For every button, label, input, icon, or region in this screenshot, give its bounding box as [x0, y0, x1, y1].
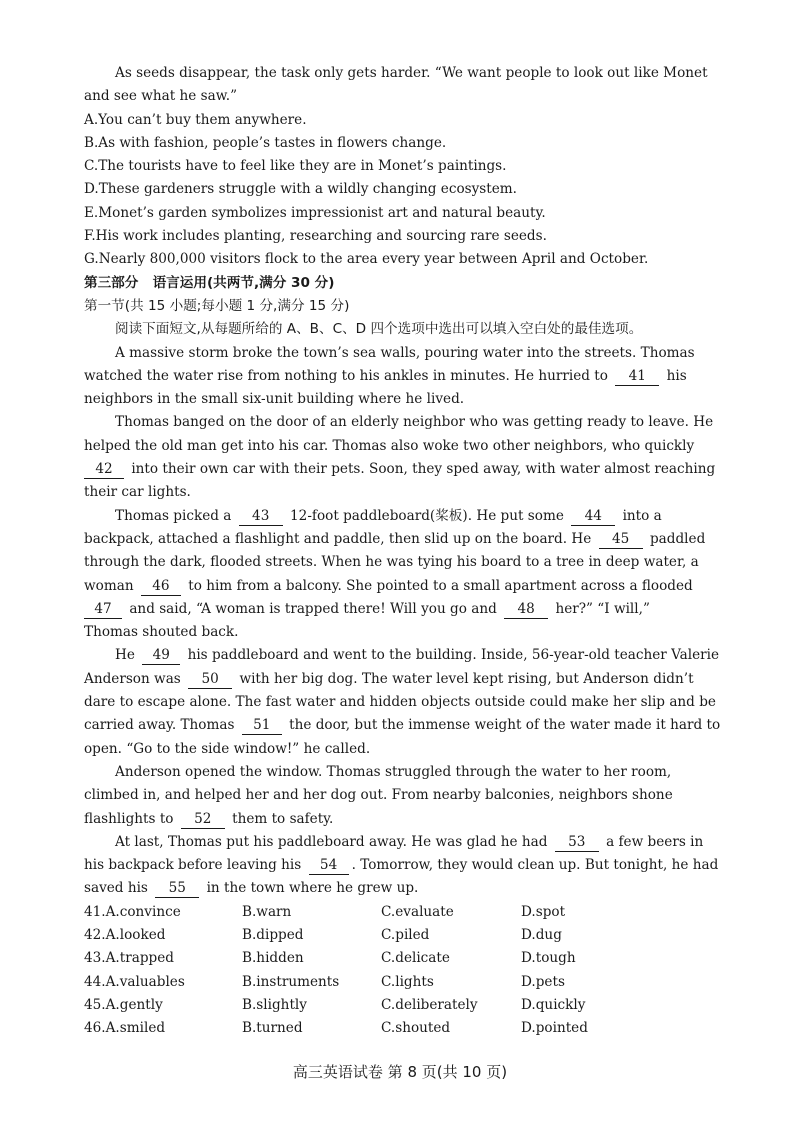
text: his	[666, 367, 687, 384]
option-a: A.You can’t buy them anywhere.	[84, 111, 307, 128]
choice-a: 46.A.smiled	[84, 1020, 166, 1037]
choice-c: C.lights	[381, 973, 434, 990]
blank-54: 54	[309, 857, 349, 875]
passage-line: Thomas shouted back.	[84, 624, 239, 641]
passage-line: open. “Go to the side window!” he called.	[84, 740, 371, 757]
choice-row-46	[84, 1017, 676, 1040]
passage-line: climbed in, and helped her and her dog out. From nearby balconies, neighbors shone	[84, 787, 673, 804]
passage-line	[84, 877, 676, 900]
choice-d: D.spot	[521, 903, 566, 920]
text: backpack, attached a flashlight and paddle, then slid up on the board. He	[84, 530, 592, 547]
text: to him from a balcony. She pointed to a small apartment across a flooded	[188, 577, 693, 594]
blank-53: 53	[555, 834, 599, 852]
choice-row-44	[84, 971, 676, 994]
blank-52: 52	[181, 811, 225, 829]
option-e: E.Monet’s garden symbolizes impressionist art and natural beauty.	[84, 204, 546, 221]
passage-line	[84, 714, 721, 737]
blank-43: 43	[239, 508, 283, 526]
passage-line	[84, 668, 694, 691]
blank-45: 45	[599, 531, 643, 549]
blank-49: 49	[142, 647, 180, 665]
page-footer: 高三英语试卷 第 8 页(共 10 页)	[292, 1063, 508, 1081]
passage-line: Thomas banged on the door of an elderly neighbor who was getting ready to leave. He	[115, 414, 714, 431]
choice-c: C.deliberately	[381, 996, 478, 1013]
text: 12-foot paddleboard(桨板). He put some	[290, 507, 564, 524]
choice-a: 41.A.convince	[84, 903, 181, 920]
section-part: 第三部分	[84, 274, 139, 291]
instructions: 阅读下面短文,从每题所给的 A、B、C、D 四个选项中选出可以填入空白处的最佳选项。	[115, 321, 643, 338]
blank-55: 55	[155, 880, 199, 898]
passage-line	[84, 644, 720, 667]
choice-d: D.tough	[521, 950, 576, 967]
blank-42: 42	[84, 461, 124, 479]
passage-line: A massive storm broke the town’s sea walls, pouring water into the streets. Thomas	[115, 344, 695, 361]
passage-line	[84, 598, 676, 621]
passage-line: through the dark, flooded streets. When he was tying his board to a tree in deep water, a	[84, 554, 699, 571]
passage-line	[84, 575, 693, 598]
blank-47: 47	[84, 601, 122, 619]
text: them to safety.	[232, 810, 334, 827]
option-g: G.Nearly 800,000 visitors flock to the area every year between April and October.	[84, 251, 649, 268]
passage-line	[84, 505, 676, 528]
choice-d: D.pointed	[521, 1020, 588, 1037]
choice-b: B.slightly	[242, 996, 307, 1013]
choice-c: C.shouted	[381, 1020, 451, 1037]
option-b: B.As with fashion, people’s tastes in flowers change.	[84, 134, 447, 151]
subsection-heading: 第一节(共 15 小题;每小题 1 分,满分 15 分)	[84, 297, 350, 314]
choice-c: C.delicate	[381, 950, 450, 967]
blank-46: 46	[141, 578, 181, 596]
text: his backpack before leaving his	[84, 857, 302, 874]
choice-a: 45.A.gently	[84, 996, 163, 1013]
choice-b: B.instruments	[242, 973, 340, 990]
passage-line: helped the old man get into his car. Thomas also woke two other neighbors, who quickly	[84, 437, 695, 454]
exam-page	[84, 62, 721, 1040]
passage-line	[84, 365, 687, 388]
text: Anderson was	[84, 670, 181, 687]
choice-c: C.evaluate	[381, 903, 454, 920]
text: flashlights to	[84, 810, 174, 827]
passage-line: their car lights.	[84, 484, 191, 501]
option-c: C.The tourists have to feel like they are in Monet’s paintings.	[84, 158, 507, 175]
section-heading	[84, 272, 676, 295]
section-title: 语言运用(共两节,满分 30 分)	[152, 274, 335, 291]
text: and said, “A woman is trapped there! Will you go and	[129, 600, 497, 617]
passage-line	[84, 854, 719, 877]
text: into a	[622, 507, 662, 524]
text: the door, but the immense weight of the water made it hard to	[289, 717, 721, 734]
blank-44: 44	[571, 508, 615, 526]
choice-d: D.pets	[521, 973, 565, 990]
choice-a: 42.A.looked	[84, 926, 166, 943]
text: saved his	[84, 880, 148, 897]
passage-line: neighbors in the small six-unit building where he lived.	[84, 391, 465, 408]
text: woman	[84, 577, 134, 594]
passage-line	[84, 831, 704, 854]
blank-48: 48	[504, 601, 548, 619]
passage-line	[84, 808, 676, 831]
text: carried away. Thomas	[84, 717, 235, 734]
intro-line: As seeds disappear, the task only gets harder. “We want people to look out like Monet	[115, 65, 708, 81]
choice-b: B.hidden	[242, 950, 304, 967]
choice-b: B.dipped	[242, 926, 304, 943]
choice-b: B.turned	[242, 1020, 303, 1037]
choice-c: C.piled	[381, 926, 430, 943]
choice-d: D.dug	[521, 926, 562, 943]
choice-row-45	[84, 994, 676, 1017]
passage-line	[84, 458, 716, 481]
intro-line: and see what he saw.”	[84, 88, 238, 105]
choice-row-43	[84, 947, 676, 970]
text: her?” “I will,”	[555, 600, 650, 617]
text: At last, Thomas put his paddleboard away. He was glad he had	[115, 833, 548, 850]
blank-50: 50	[188, 671, 232, 689]
text: into their own car with their pets. Soon, they sped away, with water almost reaching	[131, 461, 716, 478]
text: a few beers in	[606, 833, 704, 850]
text: He	[115, 647, 135, 664]
choice-row-42	[84, 924, 676, 947]
passage-line: dare to escape alone. The fast water and hidden objects outside could make her slip and be	[84, 694, 716, 711]
choice-a: 44.A.valuables	[84, 973, 185, 990]
choice-d: D.quickly	[521, 996, 586, 1013]
answer-choices	[84, 901, 676, 1041]
text: paddled	[649, 530, 706, 547]
text: with her big dog. The water level kept rising, but Anderson didn’t	[239, 670, 694, 687]
text: in the town where he grew up.	[206, 880, 419, 897]
text: watched the water rise from nothing to his ankles in minutes. He hurried to	[84, 367, 608, 384]
text: . Tomorrow, they would clean up. But tonight, he had	[351, 857, 719, 874]
passage-line	[84, 528, 706, 551]
choice-a: 43.A.trapped	[84, 950, 174, 967]
option-d: D.These gardeners struggle with a wildly changing ecosystem.	[84, 181, 517, 198]
text: Thomas picked a	[115, 507, 232, 524]
choice-b: B.warn	[242, 903, 292, 920]
option-f: F.His work includes planting, researching and sourcing rare seeds.	[84, 228, 547, 245]
choice-row-41	[84, 901, 676, 924]
blank-51: 51	[242, 717, 282, 735]
blank-41: 41	[615, 368, 659, 386]
text: his paddleboard and went to the building. Inside, 56-year-old teacher Valerie	[187, 647, 720, 664]
passage-line: Anderson opened the window. Thomas struggled through the water to her room,	[115, 763, 672, 780]
